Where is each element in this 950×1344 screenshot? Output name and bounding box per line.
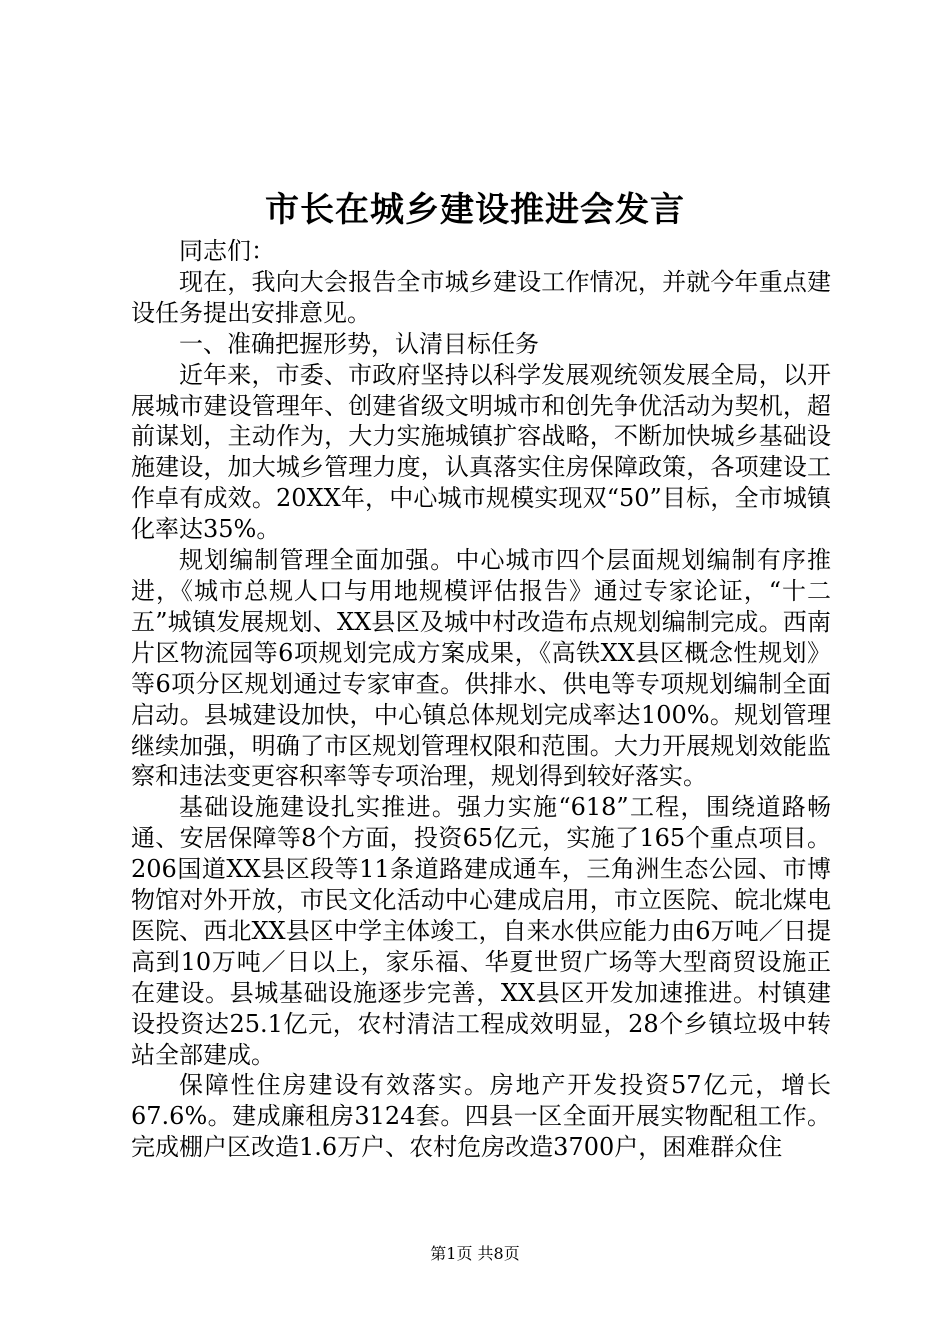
paragraph: 近年来，市委、市政府坚持以科学发展观统领发展全局，以开展城市建设管理年、创建省级文明城市和创先争优活动为契机，超前谋划，主动作为，大力实施城镇扩容战略，不断加快城乡基础设施建设，加大城乡管理力度，认真落实住房保障政策，各项建设工作卓有成效。20XX年，中心城市规模实现双“50”目标，全市城镇化率达35%。 bbox=[131, 360, 831, 544]
section-heading: 一、准确把握形势，认清目标任务 bbox=[179, 329, 539, 358]
paragraph: 保障性住房建设有效落实。房地产开发投资57亿元，增长67.6%。建成廉租房3124套。四县一区全面开展实物配租工作。完成棚户区改造1.6万户、农村危房改造3700户，困难群众住 bbox=[131, 1071, 831, 1162]
page-footer: 第1页 共8页 bbox=[430, 1244, 520, 1263]
paragraph: 规划编制管理全面加强。中心城市四个层面规划编制有序推进，《城市总规人口与用地规模评估报告》通过专家论证，“十二五”城镇发展规划、XX县区及城中村改造布点规划编制完成。西南片区物流园等6项规划完成方案成果，《高铁XX县区概念性规划》等6项分区规划通过专家审查。供排水、供电等专项规划编制全面启动。县城建设加快，中心镇总体规划完成率达100%。规划管理继续加强，明确了市区规划管理权限和范围。大力开展规划效能监察和违法变更容积率等专项治理，规划得到较好落实。 bbox=[131, 546, 831, 791]
paragraph-intro: 现在，我向大会报告全市城乡建设工作情况，并就今年重点建设任务提出安排意见。 bbox=[131, 267, 831, 327]
document-body bbox=[131, 236, 831, 1163]
paragraph: 基础设施建设扎实推进。强力实施“618”工程，围绕道路畅通、安居保障等8个方面，投资65亿元，实施了165个重点项目。206国道XX县区段等11条道路建成通车，三角洲生态公园、市博物馆对外开放，市民文化活动中心建成启用，市立医院、皖北煤电医院、西北XX县区中学主体竣工，自来水供应能力由6万吨／日提高到10万吨／日以上，家乐福、华夏世贸广场等大型商贸设施正在建设。县城基础设施逐步完善，XX县区开发加速推进。村镇建设投资达25.1亿元，农村清洁工程成效明显，28个乡镇垃圾中转站全部建成。 bbox=[131, 793, 831, 1069]
document-title: 市长在城乡建设推进会发言 bbox=[265, 190, 685, 230]
paragraph-salutation: 同志们： bbox=[179, 237, 275, 265]
